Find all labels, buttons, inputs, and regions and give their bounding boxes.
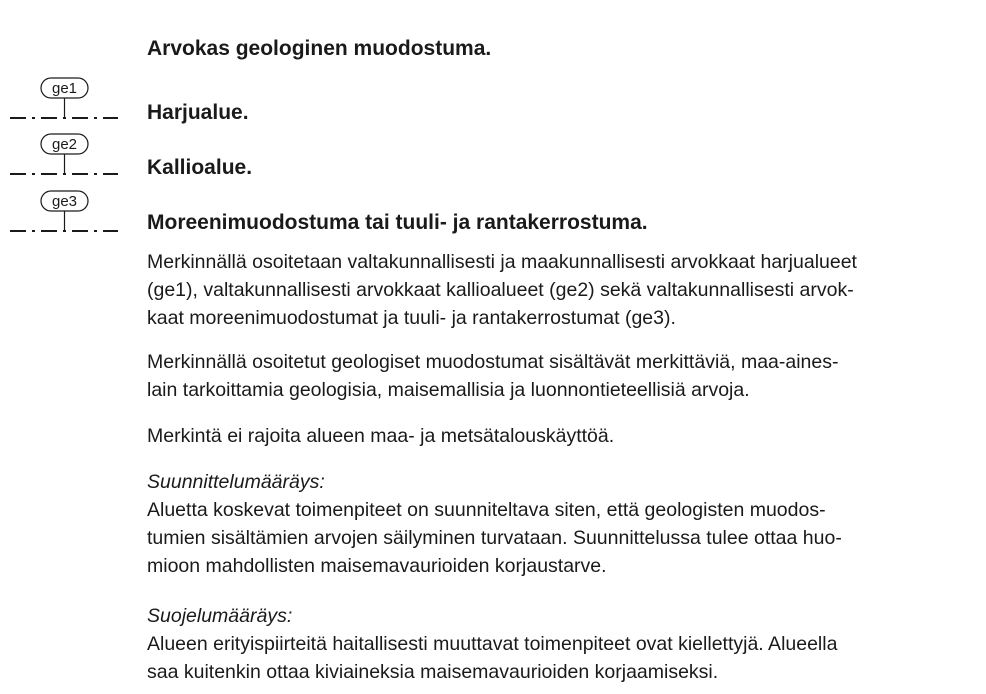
text-line: Merkinnällä osoitetaan valtakunnallisesti ja maakunnallisesti arvokkaat harjualueet [147, 251, 857, 273]
planning-regulation-label: Suunnittelumääräys: [147, 471, 325, 493]
text-line: Alueen erityispiirteitä haitallisesti muuttavat toimenpiteet ovat kiellettyjä. Alueella [147, 633, 838, 655]
paragraph-description [147, 248, 983, 332]
page-title: Arvokas geologinen muodostuma. [147, 37, 492, 60]
text-line: kaat moreenimuodostumat ja tuuli- ja rantakerrostumat (ge3). [147, 307, 676, 329]
legend-symbol-ge2 [8, 132, 126, 182]
protection-regulation-label: Suojelumääräys: [147, 605, 293, 627]
text-line: (ge1), valtakunnallisesti arvokkaat kallioalueet (ge2) sekä valtakunnallisesti arvok- [147, 279, 854, 301]
text-line: saa kuitenkin ottaa kiviaineksia maisemavaurioiden korjaamiseksi. [147, 661, 719, 683]
legend-code-ge2: ge2 [51, 136, 78, 153]
text-line: tumien sisältämien arvojen säilyminen turvataan. Suunnittelussa tulee ottaa huo- [147, 527, 842, 549]
text-line: lain tarkoittamia geologisia, maisemallisia ja luonnontieteellisiä arvoja. [147, 379, 750, 401]
heading-ge1: Harjualue. [147, 101, 249, 124]
legend-symbol-ge1 [8, 76, 126, 126]
legend-symbol-ge3 [8, 189, 126, 239]
legend-code-ge3: ge3 [51, 193, 78, 210]
protection-regulation [147, 602, 983, 686]
heading-ge3: Moreenimuodostuma tai tuuli- ja rantakerrostuma. [147, 211, 648, 234]
text-line: Merkintä ei rajoita alueen maa- ja metsätalouskäyttöä. [147, 425, 615, 447]
paragraph-land-use [147, 422, 983, 450]
planning-regulation [147, 468, 983, 580]
text-line: Merkinnällä osoitetut geologiset muodostumat sisältävät merkittäviä, maa-aines- [147, 351, 839, 373]
text-line: mioon mahdollisten maisemavaurioiden korjaustarve. [147, 555, 607, 577]
text-line: Aluetta koskevat toimenpiteet on suunniteltava siten, että geologisten muodos- [147, 499, 826, 521]
legend-code-ge1: ge1 [51, 80, 78, 97]
paragraph-values [147, 348, 983, 404]
heading-ge2: Kallioalue. [147, 156, 253, 179]
